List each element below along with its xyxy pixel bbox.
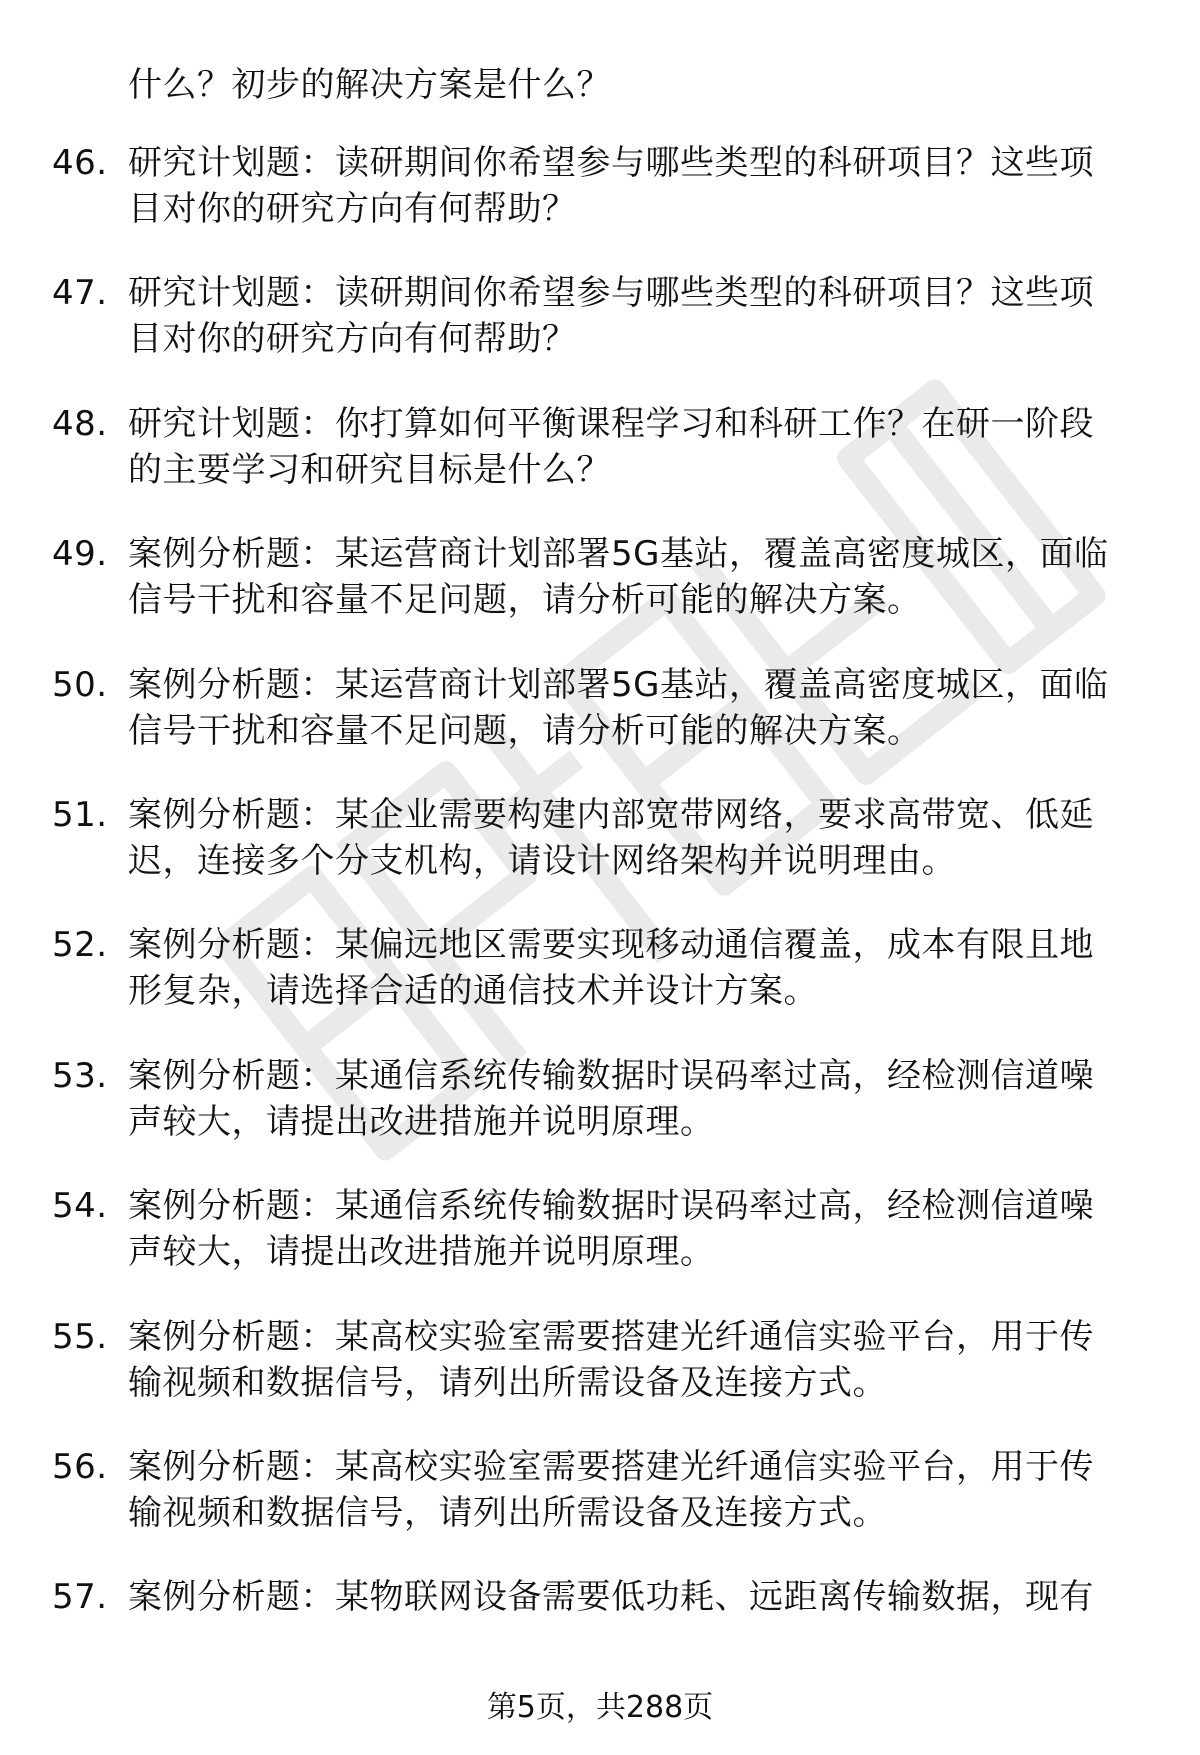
- question-item: [0, 1574, 1200, 1664]
- question-item: [0, 140, 1200, 230]
- question-text: 研究计划题：读研期间你希望参与哪些类型的科研项目？这些项 目对你的研究方向有何帮助？: [128, 143, 1094, 229]
- question-number: 53.: [52, 1055, 108, 1096]
- question-number: 57.: [52, 1577, 108, 1618]
- question-text: 案例分析题：某通信系统传输数据时误码率过高，经检测信道噪 声较大，请提出改进措施并说明原理。: [128, 1186, 1094, 1273]
- question-text: 研究计划题：你打算如何平衡课程学习和科研工作？在研一阶段 的主要学习和研究目标是什么？: [128, 403, 1094, 490]
- question-list: [0, 140, 1200, 1705]
- question-number: 55.: [52, 1316, 108, 1357]
- question-text: 案例分析题：某企业需要构建内部宽带网络，要求高带宽、低延 迟，连接多个分支机构，请设计网络架构并说明理由。: [128, 794, 1094, 881]
- question-item: [0, 662, 1200, 752]
- question-number: 49.: [52, 534, 108, 575]
- question-number: 50.: [52, 664, 108, 705]
- question-item: [0, 270, 1200, 360]
- question-text: 案例分析题：某运营商计划部署5G基站，覆盖高密度城区，面临 信号干扰和容量不足问题，请分析可能的解决方案。: [128, 664, 1109, 751]
- question-text: 案例分析题：某偏远地区需要实现移动通信覆盖，成本有限且地 形复杂，请选择合适的通信技术并设计方案。: [128, 925, 1094, 1012]
- question-text: 案例分析题：某运营商计划部署5G基站，覆盖高密度城区，面临 信号干扰和容量不足问题，请分析可能的解决方案。: [128, 534, 1109, 621]
- question-text: 案例分析题：某通信系统传输数据时误码率过高，经检测信道噪 声较大，请提出改进措施并说明原理。: [128, 1055, 1094, 1142]
- question-number: 48.: [52, 403, 108, 444]
- continuation-text: 什么？初步的解决方案是什么？: [128, 65, 611, 105]
- question-number: 52.: [52, 925, 108, 966]
- question-number: 54.: [52, 1186, 108, 1227]
- question-text: 案例分析题：某高校实验室需要搭建光纤通信实验平台，用于传 输视频和数据信号，请列出所需设备及连接方式。: [128, 1316, 1094, 1403]
- question-item: [0, 531, 1200, 621]
- question-item: [0, 1053, 1200, 1143]
- question-item: [0, 1314, 1200, 1404]
- question-text: 案例分析题：某高校实验室需要搭建光纤通信实验平台，用于传 输视频和数据信号，请列出所需设备及连接方式。: [128, 1446, 1094, 1533]
- question-item: [0, 1183, 1200, 1273]
- question-number: 51.: [52, 794, 108, 835]
- question-number: 56.: [52, 1446, 108, 1487]
- page-footer: 第5页，共288页: [486, 1690, 714, 1725]
- question-number: 46.: [52, 143, 108, 183]
- question-text: 案例分析题：某物联网设备需要低功耗、远距离传输数据，现有: [128, 1577, 1094, 1618]
- question-item: [0, 401, 1200, 491]
- question-item: [0, 792, 1200, 882]
- question-text: 研究计划题：读研期间你希望参与哪些类型的科研项目？这些项 目对你的研究方向有何帮助？: [128, 273, 1094, 360]
- question-item: [0, 922, 1200, 1012]
- question-item: [0, 1444, 1200, 1534]
- question-number: 47.: [52, 273, 108, 314]
